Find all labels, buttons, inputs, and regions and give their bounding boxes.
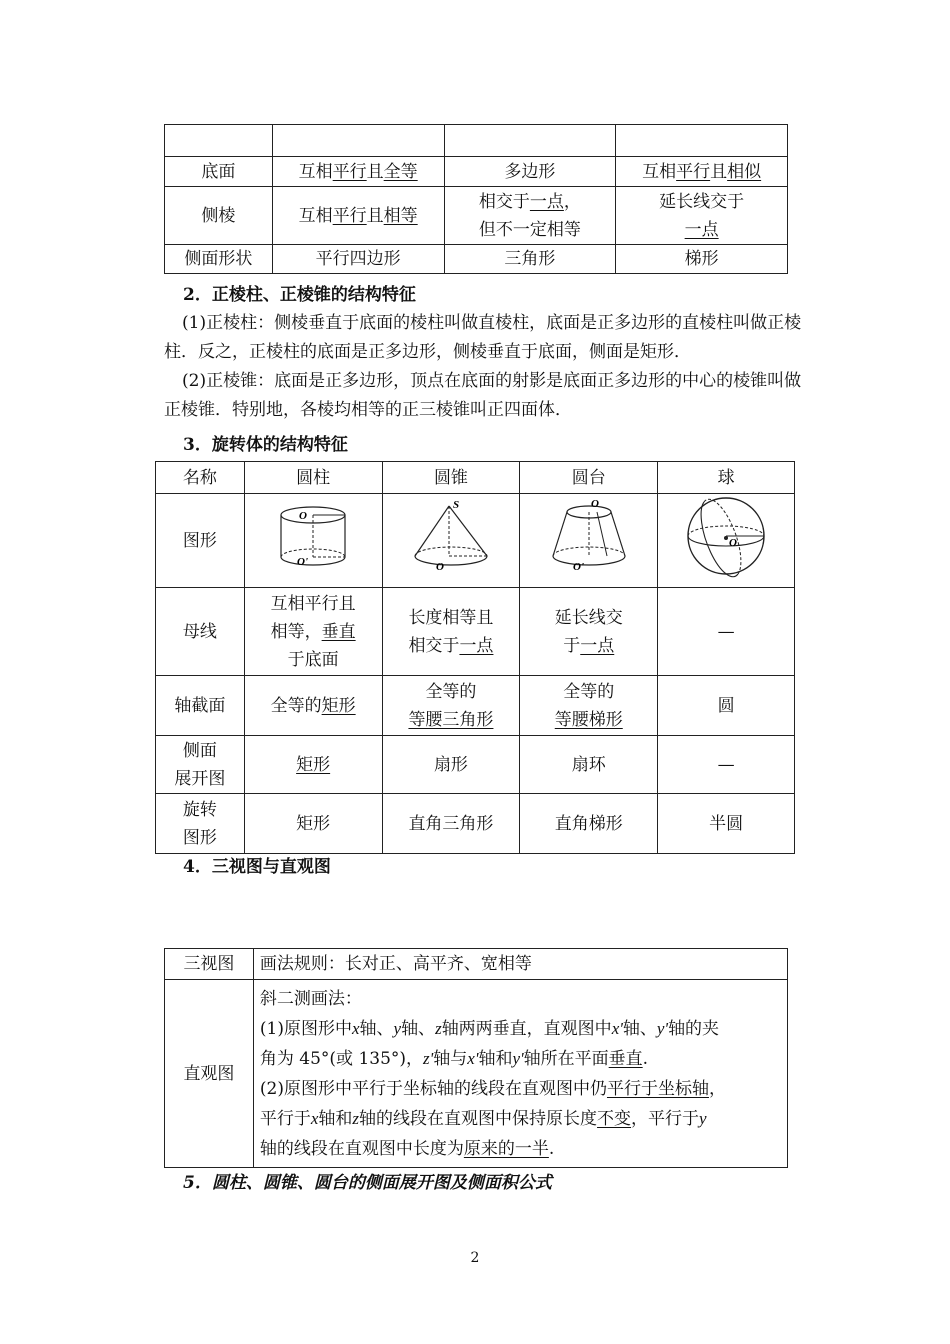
math-var: x (351, 1018, 360, 1038)
math-var: x' (611, 1018, 623, 1038)
cell-text: 轴与 (433, 1048, 468, 1069)
table-cell (272, 187, 444, 245)
cone-figure (409, 498, 493, 574)
table-cell (520, 588, 658, 676)
cell-text: 但不一定相等 (478, 219, 581, 240)
center-label: O' (297, 556, 309, 568)
cell-text: 轴的夹 (668, 1018, 720, 1039)
cell-blank: 矩形 (296, 754, 331, 775)
table-row (165, 187, 788, 245)
column-header: 名称 (156, 462, 245, 494)
table-row (165, 980, 788, 1168)
row-label: 直观图 (165, 980, 254, 1168)
table-cell (444, 125, 616, 157)
cell-blank: 不变 (597, 1108, 632, 1129)
cell-text: 轴所在平面 (523, 1048, 609, 1069)
section-heading: 2．正棱柱、正棱锥的结构特征 (183, 285, 416, 305)
row-label: 图形 (156, 494, 245, 588)
column-header: 圆台 (520, 462, 658, 494)
cell-text: 斜二测画法： (259, 988, 362, 1009)
cell-blank: 相似 (727, 161, 762, 182)
table-cell (272, 125, 444, 157)
table-cell (616, 125, 788, 157)
cell-blank: 全等 (383, 161, 418, 182)
paragraph: (2)正棱锥：底面是正多边形，顶点在底面的射影是底面正多边形的中心的棱锥叫做正棱锥．特别地，各棱均相等的正三棱锥叫正四面体． (164, 371, 802, 420)
cell-text: 且 (366, 205, 384, 226)
table-cell (658, 494, 795, 588)
cell-text: 互相 (298, 205, 333, 226)
table-row (156, 794, 795, 854)
cell-blank: 平行 (332, 205, 367, 226)
cell-text: 轴、 (359, 1018, 394, 1039)
row-label: 侧面形状 (165, 245, 273, 274)
table-cell (444, 187, 616, 245)
cell-blank: 相等 (383, 205, 418, 226)
table-cell (244, 494, 382, 588)
cell-blank: 平行 (332, 161, 367, 182)
math-var: z (352, 1108, 360, 1128)
table-cell (616, 157, 788, 187)
cell-text: 相交于 (408, 635, 460, 656)
cell-text: 延长线交于 (659, 191, 745, 212)
cell-blank: 等腰三角形 (408, 709, 494, 730)
cell-text: 轴和 (478, 1048, 513, 1069)
cell-text: 全等的 (563, 681, 615, 702)
cell-text: 轴两两垂直，直观图中 (441, 1018, 612, 1039)
cell-text: 轴和 (318, 1108, 353, 1129)
table-row (156, 588, 795, 676)
table-cell: 半圆 (658, 794, 795, 854)
table-cell: 矩形 (244, 794, 382, 854)
cell-text: ， (708, 1078, 726, 1099)
row-label: 侧棱 (165, 187, 273, 245)
center-label: O' (572, 561, 584, 573)
table-cell: 直角三角形 (382, 794, 520, 854)
table-cell (520, 494, 658, 588)
cell-blank: 等腰梯形 (554, 709, 623, 730)
math-var: y' (512, 1048, 524, 1068)
row-label (156, 736, 245, 794)
cell-text: ，平行于 (631, 1108, 700, 1129)
table-cell (244, 736, 382, 794)
cell-text: (1)原图形中 (259, 1018, 352, 1039)
cell-blank: 一点 (684, 219, 719, 240)
center-label: O (299, 510, 308, 522)
table-header-row (156, 462, 795, 494)
cell-text: 旋转 (182, 799, 217, 820)
table-cell (165, 125, 273, 157)
table-cell: 多边形 (444, 157, 616, 187)
table-row (156, 736, 795, 794)
column-header: 球 (658, 462, 795, 494)
table-cell (253, 980, 787, 1168)
paragraph: (1)正棱柱：侧棱垂直于底面的棱柱叫做直棱柱，底面是正多边形的直棱柱叫做正棱柱．反之，正棱柱的底面是正多边形，侧棱垂直于底面，侧面是矩形． (164, 313, 802, 362)
cell-text: 互相 (298, 161, 333, 182)
cell-blank: 原来的一半 (463, 1138, 549, 1159)
math-var: z' (423, 1048, 434, 1068)
table-row (165, 949, 788, 980)
math-var: x (310, 1108, 319, 1128)
center-label: O (590, 498, 599, 510)
row-label: 三视图 (165, 949, 254, 980)
views-table (164, 948, 788, 1168)
cell-text: 图形 (182, 827, 217, 848)
cell-blank: 垂直 (321, 621, 356, 642)
sphere-figure (684, 494, 768, 578)
cell-text: 轴的线段在直观图中长度为 (259, 1138, 464, 1159)
table-cell: 圆 (658, 676, 795, 736)
table-cell (272, 157, 444, 187)
table-row (156, 494, 795, 588)
cell-blank: 一点 (580, 635, 615, 656)
math-var: y (699, 1108, 707, 1128)
table-cell: 扇形 (382, 736, 520, 794)
cell-blank: 平行 (676, 161, 711, 182)
table-cell: 三角形 (444, 245, 616, 274)
table-cell (382, 588, 520, 676)
cell-blank: 矩形 (321, 695, 356, 716)
cell-text: 长度相等且 (408, 607, 494, 628)
table-row (156, 676, 795, 736)
row-label: 底面 (165, 157, 273, 187)
math-var: x' (467, 1048, 479, 1068)
cell-blank: 一点 (529, 191, 564, 212)
structure-table-polyhedra (164, 124, 788, 274)
table-cell: 直角梯形 (520, 794, 658, 854)
cell-text: 轴、 (401, 1018, 436, 1039)
math-var: z (435, 1018, 442, 1038)
table-cell: 扇环 (520, 736, 658, 794)
frustum-figure (547, 498, 631, 574)
cell-blank: 垂直 (608, 1048, 643, 1069)
cell-text: 展开图 (174, 768, 226, 789)
table-cell (244, 588, 382, 676)
table-cell: 平行四边形 (272, 245, 444, 274)
cell-text: . (642, 1048, 649, 1069)
cell-text: 且 (710, 161, 728, 182)
table-cell (616, 187, 788, 245)
cell-text: 延长线交 (554, 607, 623, 628)
section-heading: 3．旋转体的结构特征 (183, 435, 348, 455)
row-label: 母线 (156, 588, 245, 676)
cell-text: 平行于 (259, 1108, 311, 1129)
cell-text: 轴的线段在直观图中保持原长度 (359, 1108, 598, 1129)
math-var: y' (656, 1018, 669, 1038)
table-row (165, 125, 788, 157)
apex-label: S (452, 499, 460, 511)
cell-text: ， (563, 191, 581, 212)
table-row (165, 245, 788, 274)
cell-blank: 平行于坐标轴 (606, 1078, 709, 1099)
center-label: O (435, 561, 444, 573)
table-cell: — (658, 736, 795, 794)
cell-text: 全等的 (270, 695, 322, 716)
cell-text: 且 (366, 161, 384, 182)
cell-text: 轴、 (622, 1018, 657, 1039)
table-cell (382, 676, 520, 736)
cell-text: 相交于 (478, 191, 530, 212)
cell-blank: 一点 (459, 635, 494, 656)
table-cell: 画法规则：长对正、高平齐、宽相等 (253, 949, 787, 980)
cell-text: 相等， (270, 621, 322, 642)
cell-text: 于底面 (287, 649, 339, 670)
section-heading: 4．三视图与直观图 (183, 857, 331, 877)
cell-text: 于 (563, 635, 581, 656)
table-row (165, 157, 788, 187)
structure-table-revolution (155, 461, 795, 854)
cell-text: . (548, 1138, 555, 1159)
row-label: 轴截面 (156, 676, 245, 736)
cell-text: 角为 45°(或 135°)， (259, 1048, 424, 1069)
table-cell: 梯形 (616, 245, 788, 274)
cell-text: (2)原图形中平行于坐标轴的线段在直观图中仍 (259, 1078, 607, 1099)
cell-text: 全等的 (425, 681, 477, 702)
table-cell: — (658, 588, 795, 676)
page-number: 2 (470, 1250, 480, 1266)
table-cell (520, 676, 658, 736)
row-label (156, 794, 245, 854)
center-label: O (729, 537, 738, 549)
cell-text: 侧面 (182, 740, 217, 761)
column-header: 圆锥 (382, 462, 520, 494)
section-heading: 5．圆柱、圆锥、圆台的侧面展开图及侧面积公式 (183, 1173, 552, 1193)
column-header: 圆柱 (244, 462, 382, 494)
table-cell (244, 676, 382, 736)
cylinder-figure (273, 501, 353, 571)
math-var: y (393, 1018, 402, 1038)
cell-text: 互相 (642, 161, 677, 182)
table-cell (382, 494, 520, 588)
cell-text: 互相平行且 (270, 593, 356, 614)
